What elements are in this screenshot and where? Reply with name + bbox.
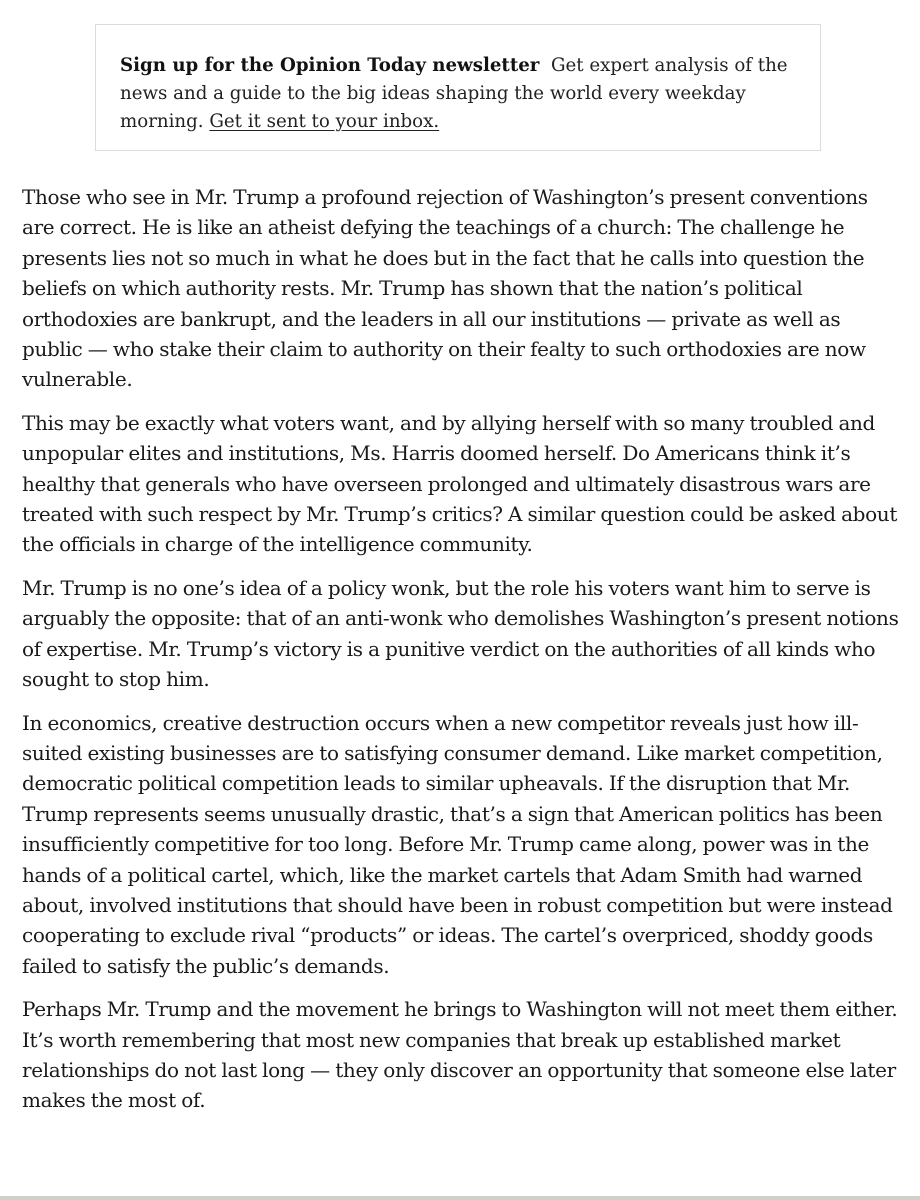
article-paragraph: Perhaps Mr. Trump and the movement he brings to Washington will not meet them either. It’s worth remembering that most new companies that break up established market relationships do not last long — they only discover an opportunity that someone else later makes the most of. (22, 997, 898, 1113)
article-paragraph: Mr. Trump is no one’s idea of a policy wonk, but the role his voters want him to serve is arguably the opposite: that of an anti-wonk who demolishes Washington’s present notions of expertise. Mr. Trump’s victory is a punitive verdict on the authorities of all kinds who sought to stop him. (22, 575, 899, 692)
bottom-divider (0, 1196, 920, 1200)
newsletter-title: Sign up for the Opinion Today newsletter (120, 55, 540, 76)
article-paragraph: This may be exactly what voters want, and by allying herself with so many troubled and unpopular elites and institutions, Ms. Harris doomed herself. Do Americans think it’s healthy that generals who have overseen prolonged and ultimately disastrous wars are treated with such respect by Mr. Trump’s critics? A similar question could be asked about the officials in charge of the intelligence community. (22, 410, 898, 557)
article-body (22, 182, 902, 1129)
article-paragraph: In economics, creative destruction occurs when a new competitor reveals just how ill-suited existing businesses are to satisfying consumer demand. Like market competition, democratic political competition leads to similar upheavals. If the disruption that Mr. Trump represents seems unusually drastic, that’s a sign that American politics has been insufficiently competitive for too long. Before Mr. Trump came along, power was in the hands of a political cartel, which, like the market cartels that Adam Smith had warned about, involved institutions that should have been in robust competition but were instead cooperating to exclude rival “products” or ideas. The cartel’s overpriced, shoddy goods failed to satisfy the public’s demands. (22, 710, 893, 978)
newsletter-signup-box (95, 24, 821, 151)
newsletter-description: Get expert analysis of the news and a guide to the big ideas shaping the world every weekday morning. (120, 55, 788, 132)
article-paragraph: Those who see in Mr. Trump a profound rejection of Washington’s present conventions are correct. He is like an atheist defying the teachings of a church: The challenge he presents lies not so much in what he does but in the fact that he calls into question the beliefs on which authority rests. Mr. Trump has shown that the nation’s political orthodoxies are bankrupt, and the leaders in all our institutions — private as well as public — who stake their claim to authority on their fealty to such orthodoxies are now vulnerable. (22, 185, 868, 392)
newsletter-signup-link[interactable]: Get it sent to your inbox. (209, 111, 440, 132)
